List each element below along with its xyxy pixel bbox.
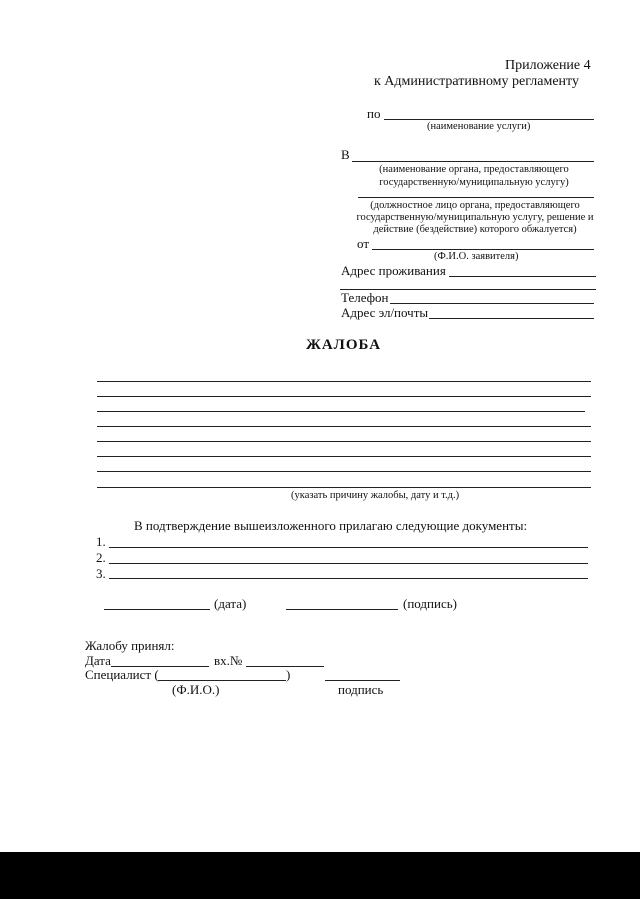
specialist-signature-caption: подпись — [338, 682, 384, 697]
specialist-signature-line[interactable] — [325, 680, 400, 681]
specialist-fio-line[interactable] — [158, 680, 286, 681]
complaint-line-3[interactable] — [97, 411, 585, 412]
organ-caption: (наименование органа, предоставляющего государственную/муниципальную услугу) — [379, 164, 569, 188]
address-label: Адрес проживания — [341, 263, 446, 278]
service-label: по — [367, 106, 381, 121]
document-item-1-line[interactable] — [109, 547, 588, 548]
email-label: Адрес эл/почты — [341, 305, 429, 320]
document-item-3-number: 3. — [96, 566, 106, 581]
applicant-signature-caption: (подпись) — [403, 596, 457, 611]
complaint-line-7[interactable] — [97, 471, 591, 472]
complaint-line-6[interactable] — [97, 456, 591, 457]
official-field-line[interactable] — [358, 197, 594, 198]
received-heading: Жалобу принял: — [85, 638, 175, 653]
service-caption: (наименование услуги) — [427, 121, 531, 132]
phone-label: Телефон — [341, 290, 389, 305]
applicant-date-caption: (дата) — [214, 596, 247, 611]
applicant-label: от — [357, 236, 370, 251]
appendix-number: Приложение 4 — [505, 58, 591, 73]
complaint-line-1[interactable] — [97, 381, 591, 382]
address-field-line[interactable] — [449, 276, 596, 277]
complaint-line-2[interactable] — [97, 396, 591, 397]
document-item-2-number: 2. — [96, 550, 106, 565]
applicant-date-line[interactable] — [104, 609, 210, 610]
document-item-2-line[interactable] — [109, 563, 588, 564]
official-caption: (должностное лицо органа, предоставляющего государственную/муниципальную услугу, решение и действие (бездействие) которого обжалуется) — [356, 200, 594, 235]
service-field-line[interactable] — [384, 119, 594, 120]
document-item-3-line[interactable] — [109, 578, 588, 579]
document-item-1-number: 1. — [96, 534, 106, 549]
applicant-fio-caption: (Ф.И.О. заявителя) — [434, 251, 519, 262]
organ-field-line[interactable] — [352, 161, 594, 162]
incoming-number-line[interactable] — [246, 666, 324, 667]
complaint-caption: (указать причину жалобы, дату и т.д.) — [291, 490, 460, 501]
document-title: ЖАЛОБА — [306, 337, 382, 353]
received-date-label: Дата — [85, 653, 111, 668]
documents-intro: В подтверждение вышеизложенного прилагаю следующие документы: — [134, 518, 528, 533]
specialist-fio-caption: (Ф.И.О.) — [172, 682, 220, 697]
complaint-line-4[interactable] — [97, 426, 591, 427]
applicant-field-line[interactable] — [372, 249, 594, 250]
phone-field-line[interactable] — [390, 303, 594, 304]
complaint-line-5[interactable] — [97, 441, 591, 442]
organ-label: В — [341, 147, 350, 162]
applicant-signature-line[interactable] — [286, 609, 398, 610]
specialist-close-paren: ) — [286, 667, 291, 682]
regulation-reference: к Административному регламенту — [374, 74, 579, 89]
email-field-line[interactable] — [429, 318, 594, 319]
complaint-line-8[interactable] — [97, 487, 591, 488]
incoming-number-label: вх.№ — [214, 653, 243, 668]
specialist-label: Специалист ( — [85, 667, 159, 682]
